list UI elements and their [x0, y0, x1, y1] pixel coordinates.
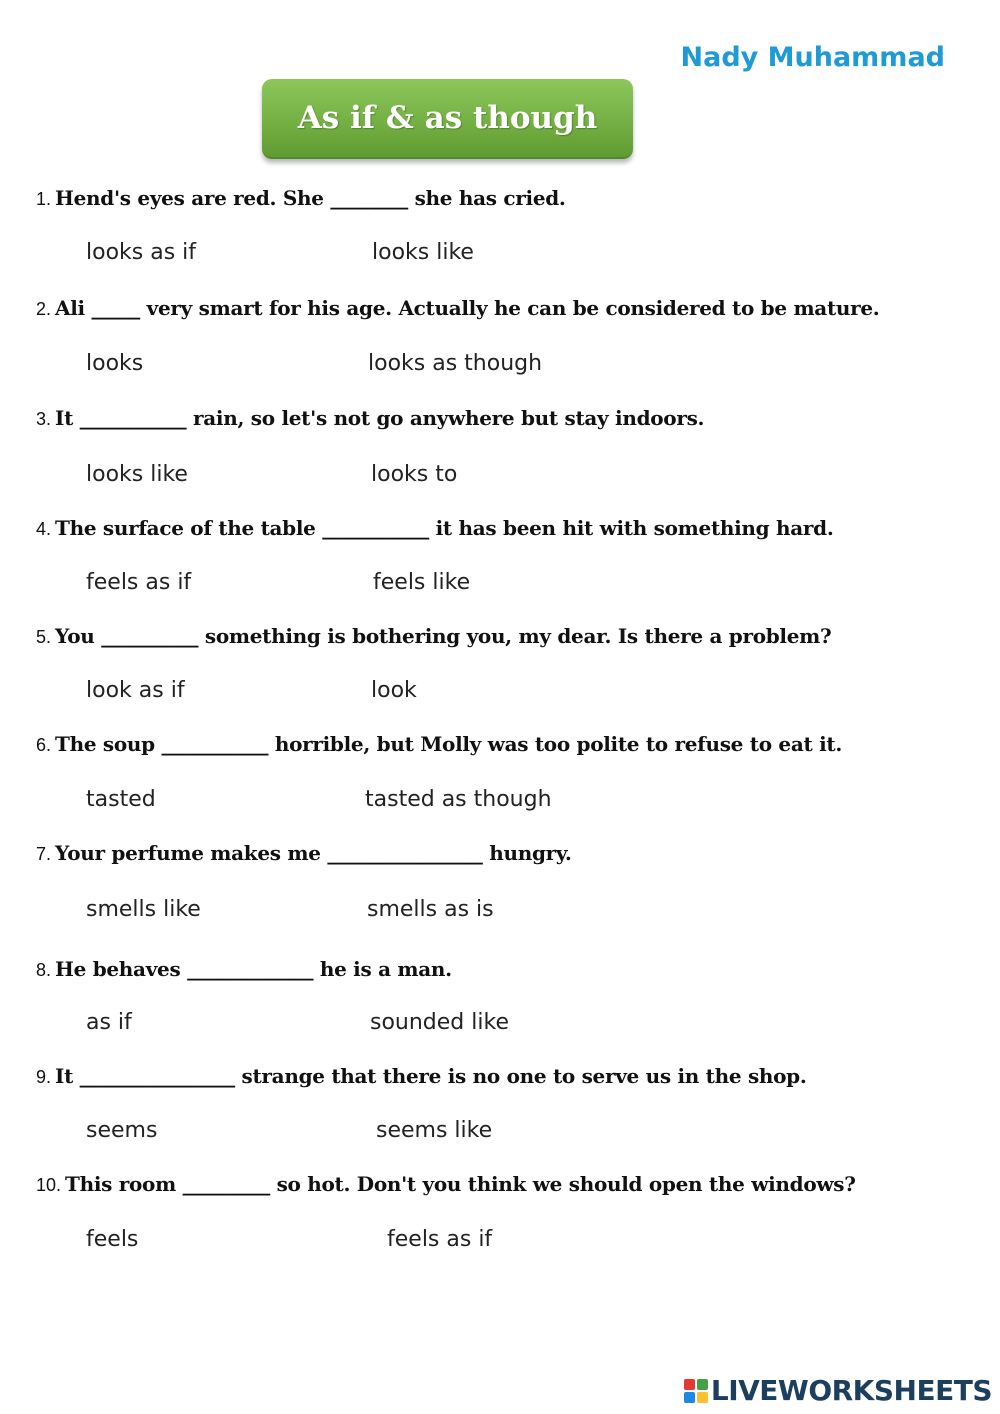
question-10 [36, 1172, 856, 1196]
question-6 [36, 732, 842, 756]
option-1a[interactable]: looks as if [86, 240, 197, 265]
question-number: 9. [36, 1067, 52, 1087]
option-3a[interactable]: looks like [86, 462, 188, 487]
question-text: He behaves _____________ he is a man. [55, 957, 452, 981]
question-number: 6. [36, 735, 52, 755]
logo-mark-icon [684, 1379, 708, 1403]
option-8b[interactable]: sounded like [370, 1010, 509, 1035]
logo-square [684, 1392, 695, 1403]
option-7b[interactable]: smells as is [367, 897, 494, 922]
question-number: 8. [36, 960, 52, 980]
question-number: 2. [36, 299, 52, 319]
question-8 [36, 957, 452, 981]
logo-square [684, 1379, 695, 1390]
option-4b[interactable]: feels like [373, 570, 471, 595]
title-banner [262, 79, 633, 159]
question-text: You __________ something is bothering you, my dear. Is there a problem? [55, 624, 832, 648]
question-9 [36, 1064, 807, 1088]
question-number: 3. [36, 409, 52, 429]
question-number: 5. [36, 627, 52, 647]
option-3b[interactable]: looks to [371, 462, 458, 487]
option-4a[interactable]: feels as if [86, 570, 192, 595]
option-10b[interactable]: feels as if [387, 1227, 493, 1252]
logo-square [697, 1392, 708, 1403]
liveworksheets-logo [684, 1374, 992, 1407]
option-2a[interactable]: looks [86, 351, 144, 376]
logo-text: LIVEWORKSHEETS [710, 1374, 992, 1407]
question-text: This room _________ so hot. Don't you think we should open the windows? [65, 1172, 856, 1196]
option-5a[interactable]: look as if [86, 678, 185, 703]
question-5 [36, 624, 831, 648]
option-9a[interactable]: seems [86, 1118, 158, 1143]
question-text: It ___________ rain, so let's not go anywhere but stay indoors. [55, 406, 705, 430]
question-number: 4. [36, 519, 52, 539]
question-text: Ali _____ very smart for his age. Actually he can be considered to be mature. [55, 296, 880, 320]
question-number: 7. [36, 844, 52, 864]
option-7a[interactable]: smells like [86, 897, 201, 922]
question-4 [36, 516, 834, 540]
logo-square [697, 1379, 708, 1390]
question-text: The surface of the table ___________ it has been hit with something hard. [55, 516, 834, 540]
question-text: Your perfume makes me ________________ hungry. [55, 841, 572, 865]
question-3 [36, 406, 704, 430]
option-10a[interactable]: feels [86, 1227, 139, 1252]
worksheet-title: As if & as though [297, 100, 598, 136]
option-9b[interactable]: seems like [376, 1118, 493, 1143]
option-6b[interactable]: tasted as though [365, 787, 552, 812]
option-1b[interactable]: looks like [372, 240, 474, 265]
question-7 [36, 841, 572, 865]
question-text: Hend's eyes are red. She ________ she has cried. [55, 186, 566, 210]
option-8a[interactable]: as if [86, 1010, 132, 1035]
option-6a[interactable]: tasted [86, 787, 156, 812]
option-2b[interactable]: looks as though [368, 351, 543, 376]
question-number: 10. [36, 1175, 62, 1195]
question-text: It ________________ strange that there is no one to serve us in the shop. [55, 1064, 807, 1088]
question-text: The soup ___________ horrible, but Molly was too polite to refuse to eat it. [55, 732, 842, 756]
question-1 [36, 186, 566, 210]
author-name: Nady Muhammad [680, 42, 945, 73]
option-5b[interactable]: look [371, 678, 417, 703]
question-number: 1. [36, 189, 52, 209]
question-2 [36, 296, 879, 320]
